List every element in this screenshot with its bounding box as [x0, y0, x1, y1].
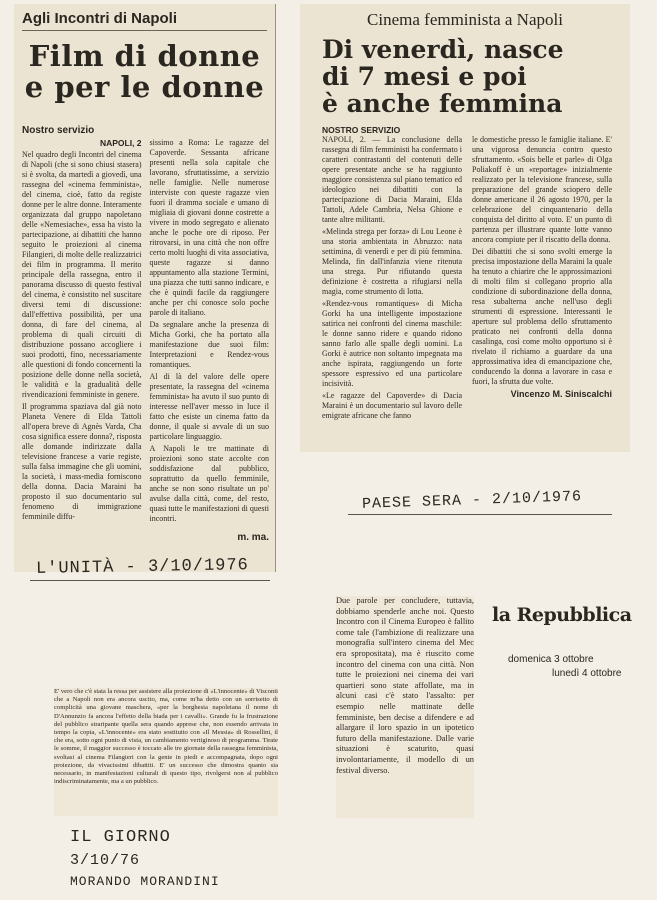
paragraph: A Napoli le tre mattinate di proiezioni sono state accolte con soddisfazione dal pubblico, soprattutto da quello femminile, anche se non sono risultate un po' avulse dalla città, come, del resto, quasi tutte le manifestazioni di questi incontri.	[149, 444, 269, 523]
handwritten-date-giorno: 3/10/76	[70, 852, 141, 869]
kicker: Cinema femminista a Napoli	[367, 10, 563, 29]
paragraph: Nel quadro degli Incontri del cinema di Napoli (che si sono chiusi stasera) si è svolta, da martedì a giovedì, una rassegna del «cinema femminista», del cinema, cioè, fatto da registe donne per le altre donne. Interamente organizzata dal gruppo napoletano delle «Nemesiache», essa ha visto la partecipazione, ai dibattiti che hanno seguito le proiezioni al cinema Filangieri, di molte delle realizzatrici dei film in programma. Il merito principale della rassegna, entro il panorama discusso di questo festival del cinema, è consistito nel suscitare diversi temi di discussione: dall'effettiva possibilità, per una donna, di fare del cinema, al problema di quali circuiti di distribuzione possano accogliere i suoi prodotti, fino, necessariamente alle questioni di fondo concernenti la posizione delle donne nella società, le validità e la gradualità delle rivendicazioni femministe in genere.	[22, 150, 142, 399]
paragraph: Al di là del valore delle opere presentate, la rassegna del «cinema femminista» ha avuto il suo punto di interesse nell'aver messo in luce il fatto che esiste un cinema fatto da donne, il quale si avvale di un suo particolare linguaggio.	[149, 372, 269, 441]
handwritten-author-giorno: MORANDO MORANDINI	[70, 874, 220, 889]
byline: Nostro servizio	[22, 125, 95, 136]
article-columns	[300, 135, 630, 423]
headline	[14, 41, 275, 103]
author-signature: m. ma.	[237, 532, 269, 543]
paragraph: Dei dibattiti che si sono svolti emerge la precisa impostazione della Maraini la quale ha tenuto a chiarire che le approssimazioni di molti film si collegano proprio alla condizione di subordinazione della donna, resa subalterna anche nell'uso degli strumenti di espressione. Interessanti le aperture sul problema dello sfruttamento praticato nei confronti della donna casalinga, così come molto opportuno si è rivelato il richiamo a guardare da una approssimativa idea di emancipazione che, conducendo la donna a lavorare in casa e fuori, la sfrutta due volte.	[472, 247, 612, 386]
paragraph: NAPOLI, 2. — La conclusione della rassegna di film femministi ha confermato i caratteri contrastanti del contenuti delle opere presentate anche se ha raggiunto maggiore consistenza sul piano tematico ed ideologico nei dibattiti con la partecipazione di Dacia Maraini, Elda Tattoli, Adele Cambria, Nelsa Ghione e tante altre militanti.	[322, 135, 462, 224]
paragraph: Da segnalare anche la presenza di Micha Gorki, che ha portato alla manifestazione due suoi film: Interpretazioni e Rendez-vous romantiques.	[149, 320, 269, 369]
headline	[300, 30, 630, 117]
paragraph: «Le ragazze del Capoverde» di Dacia Maraini è un documentario sul lavoro delle emigrate africane che fanno	[322, 391, 462, 420]
article-column-1	[22, 138, 142, 543]
headline-line: di 7 mesi e poi	[322, 62, 527, 91]
paragraph: le domestiche presso le famiglie italiane. E' una vigorosa denuncia contro questo sfruttamento. «Sois belle et parle» di Olga Poliakoff è un «reportage» inizialmente realizzato per la televisione francese, sulla preparazione del grande sciopero delle donne americane il 26 agosto 1970, per la celebrazione del cinquantenario della conquista del diritto al voto. E' un punto di partenza per illustrare quante lotte vanno ancora compiute per il riscatto della donna.	[472, 135, 612, 244]
handwritten-source-unita: L'UNITÀ - 3/10/1976	[35, 556, 249, 579]
handwritten-source-paese-sera: PAESE SERA - 2/10/1976	[361, 488, 583, 513]
paragraph: Due parole per concludere, tuttavia, dobbiamo spenderle anche noi. Questo Incontro con il Cinema Europeo è fallito come tale (l'ambizione di realizzare una monografia sull'intero cinema del Mec era spropositata), ma è riuscito come incontro del cinema con una città. Non tutte le proiezioni nei cinema dei vari quartieri sono state affollate, ma in alcuni casi c'è stato l'assalto: per esempio nelle mattinate delle femministe, ben decise a difendere e ad allargare il loro spazio in un ipotetico futuro della manifestazione. Dalle varie situazioni è scaturito, quasi involontariamente, il modello di un festival diverso.	[336, 596, 474, 775]
headline-line: Film di donne	[28, 39, 261, 73]
clipping-repubblica	[336, 596, 474, 818]
article-column-2	[150, 138, 270, 543]
article-column-2	[472, 135, 612, 423]
clipping-il-giorno	[54, 688, 278, 816]
paragraph: «Melinda strega per forza» di Lou Leone è una storia ambientata in Abruzzo: nata settimina, di venerdì e per di più femmina. Melinda, fin dall'infanzia viene ritenuta una strega. Pur rifiutando questa definizione è costretta a rifugiarsi nella magia, come strumento di lotta.	[322, 227, 462, 296]
headline-line: e per le donne	[24, 70, 265, 104]
handwritten-source-giorno: IL GIORNO	[70, 828, 171, 847]
paragraph: Il programma spaziava dal già noto Planeta Venere di Elda Tattoli all'opera breve di Agnès Varda, Cha cosa significa essere donna?, risposta alle domande indirizzate dalla televisione francese a varie registe, sulla falsa immagine che gli uomini, la società, i mass-media forniscono della donna. Dacia Maraini ha proposto il suo documentario sul fenomeno di immigrazione femminile diffu-	[22, 402, 142, 521]
clipping-unita	[14, 4, 276, 572]
divider	[30, 580, 270, 581]
paragraph: E' vero che c'è stata la ressa per assistere alla proiezione di «L'innocente» di Visconti che a Napoli non era ancora uscito, ma, come m'ha detto con un sorrisetto di complicità una giovane maschera, «per la borghesia napoletana il nome di D'Annunzio fa ancora l'effetto della biada per i cavalli». Grande fu la frustrazione del pubblico straripante quella sera quando apprese che, non essendo arrivata in tempo la copia, «L'innocente» era stato sostituito con «Il Messia» di Rossellini, il che era, sotto ogni punto di vista, un cambiamento vertiginoso di programma. Tirate le somme, il maggior successo è toccato alle tre giornate della rassegna femminista, svoltasi al cinema Filangieri con la gente in piedi e accompagnata, dopo ogni proiezione, da vivacissimi dibattiti. E' un successo che dimostra quanto sia necessario, in manifestazioni culturali di questo tipo, rivolgersi non al pubblico indiscriminatamente, ma a un pubblico.	[54, 688, 278, 786]
headline-line: è anche femmina	[322, 89, 563, 118]
paragraph: sissimo a Roma: Le ragazze del Capoverde. Sessanta africane presenti nella sola capitale che lavorano, sfruttatissime, a servizio nelle famiglie. Nelle numerose interviste con queste ragazze vien fuori il dramma sociale e umano di migliaia di giovani donne costrette a vivere in modo segregato e alienato anche le poche ore di riposo. Per ritrovarsi, in una città che non offre certo molti luoghi di vita associativa, queste ragazze si danno appuntamento alla stazione Termini, una piazza che tutti sanno indicare, e che è quindi facile da raggiungere anche per chi conosce solo poche parole di italiano.	[149, 138, 269, 317]
clipping-paese-sera	[300, 4, 630, 452]
dateline: NAPOLI, 2	[99, 138, 142, 148]
divider	[22, 30, 267, 31]
paragraph: «Rendez-vous romantiques» di Micha Gorki ha una intelligente impostazione satirica nei confronti del cinema maschile: le donne sanno ridere e quando ridono sanno farlo alle spalle degli uomini. La Gorki è autrice non soltanto impegnata ma anche ispirata, raggiungendo un forte spessore espressivo ed una particolare incisività.	[322, 299, 462, 388]
masthead-repubblica: la Repubblica	[492, 604, 632, 626]
issue-date: lunedì 4 ottobre	[552, 668, 622, 679]
article-columns	[14, 138, 275, 543]
byline: NOSTRO SERVIZIO	[322, 125, 401, 135]
kicker: Agli Incontri di Napoli	[22, 10, 177, 27]
issue-date: domenica 3 ottobre	[508, 654, 594, 665]
headline-line: Di venerdì, nasce	[322, 35, 564, 64]
author-signature: Vincenzo M. Siniscalchi	[510, 389, 612, 399]
divider	[348, 514, 612, 515]
article-column-1	[322, 135, 462, 423]
